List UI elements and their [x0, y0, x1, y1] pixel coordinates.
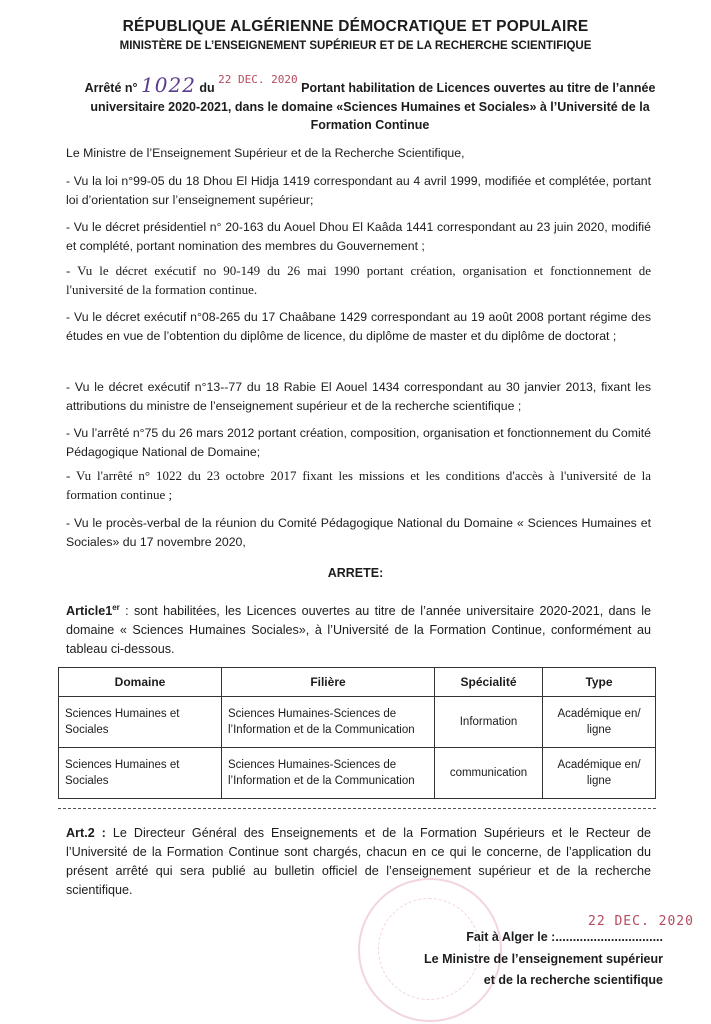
cell-type: Académique en/ ligne: [543, 748, 656, 799]
cell-domaine: Sciences Humaines et Sociales: [59, 748, 222, 799]
visa-3: - Vu le décret exécutif no 90-149 du 26 mai 1990 portant création, organisation et fonctionnement de l'université de la formation continue.: [66, 263, 651, 297]
table-row: [59, 748, 656, 799]
article-2-text: Le Directeur Général des Enseignements et de la Formation Supérieurs et le Recteur de l’Université de la Formation Continue sont chargés, chacun en ce qui le concerne, de l’application du présent arrêté qui sera publié au bulletin officiel de l’enseignement supérieur et de la recherche scientifique.: [66, 826, 651, 897]
table-row: [59, 697, 656, 748]
decree-du: du: [199, 81, 215, 95]
visa-8: - Vu le procès-verbal de la réunion du Comité Pédagogique National du Domaine « Sciences Humaines et Sociales» du 17 novembre 2020,: [66, 516, 651, 549]
ministry-header: MINISTÈRE DE L’ENSEIGNEMENT SUPÉRIEUR ET DE LA RECHERCHE SCIENTIFIQUE: [119, 40, 592, 52]
signatory-line-2: et de la recherche scientifique: [483, 973, 663, 987]
country-header: RÉPUBLIQUE ALGÉRIENNE DÉMOCRATIQUE ET POPULAIRE: [122, 18, 589, 35]
decree-prefix: Arrêté n°: [84, 81, 138, 95]
cell-specialite: Information: [435, 697, 543, 748]
decree-number: 1022: [141, 73, 196, 97]
official-seal: [358, 878, 502, 1022]
col-type: Type: [543, 668, 656, 697]
visa-1: - Vu la loi n°99-05 du 18 Dhou El Hidja 1419 correspondant au 4 avril 1999, modifiée et complétée, portant loi d’orientation sur l’enseignement supérieur;: [66, 174, 651, 207]
cell-type: Académique en/ ligne: [543, 697, 656, 748]
article-1-text: : sont habilitées, les Licences ouvertes au titre de l’année universitaire 2020-2021, dans le domaine « Sciences Humaines Sociales», à l’Université de la Formation Continue, conformément au tableau ci-dessous.: [66, 604, 651, 657]
visa-7: - Vu l'arrêté n° 1022 du 23 octobre 2017 fixant les missions et les conditions d'accès à l'université de la formation continue ;: [66, 468, 651, 502]
cell-filiere: Sciences Humaines-Sciences de l’Information et de la Communication: [222, 748, 435, 799]
cell-filiere: Sciences Humaines-Sciences de l’Information et de la Communication: [222, 697, 435, 748]
licences-table: [58, 667, 656, 799]
article-1-label: Article1er: [66, 603, 120, 619]
visa-6: - Vu l’arrêté n°75 du 26 mars 2012 portant création, composition, organisation et fonctionnement du Comité Pédagogique National de Domaine;: [66, 426, 651, 459]
cell-domaine: Sciences Humaines et Sociales: [59, 697, 222, 748]
closing-date-stamp: 22 DEC. 2020: [588, 914, 694, 929]
arrete-heading: ARRETE:: [327, 566, 384, 580]
article-2-label: Art.2 :: [66, 826, 106, 840]
separator-line: [58, 808, 656, 809]
visa-5: - Vu le décret exécutif n°13--77 du 18 Rabie El Aouel 1434 correspondant au 30 janvier 2013, fixant les attributions du ministre de l’enseignement supérieur et de la recherche scientifique ;: [66, 380, 651, 413]
decree-title-text: Portant habilitation de Licences ouvertes au titre de l’année universitaire 2020-2021, dans le domaine «Sciences Humaines et Sociales» à l’Université de la Formation Continue: [90, 81, 656, 132]
col-domaine: Domaine: [59, 668, 222, 697]
minister-intro: Le Ministre de l’Enseignement Supérieur et de la Recherche Scientifique,: [66, 146, 465, 160]
signatory-line-1: Le Ministre de l’enseignement supérieur: [424, 952, 663, 966]
visa-4: - Vu le décret exécutif n°08-265 du 17 Chaâbane 1429 correspondant au 19 août 2008 portant régime des études en vue de l’obtention du diplôme de licence, du diplôme de master et du diplôme de doctorat ;: [66, 310, 651, 343]
table-header-row: [59, 668, 656, 697]
col-specialite: Spécialité: [435, 668, 543, 697]
cell-specialite: communication: [435, 748, 543, 799]
article-2: [66, 824, 651, 900]
visa-2: - Vu le décret présidentiel n° 20-163 du Aouel Dhou El Kaâda 1441 correspondant au 23 juin 2020, modifié et complété, portant nomination des membres du Gouvernement ;: [66, 220, 651, 253]
fait-a-alger: Fait à Alger le :...............................: [466, 930, 663, 944]
decree-title: [80, 73, 660, 134]
article-1: [66, 598, 651, 659]
col-filiere: Filière: [222, 668, 435, 697]
title-date-stamp: 22 DEC. 2020: [218, 73, 298, 86]
